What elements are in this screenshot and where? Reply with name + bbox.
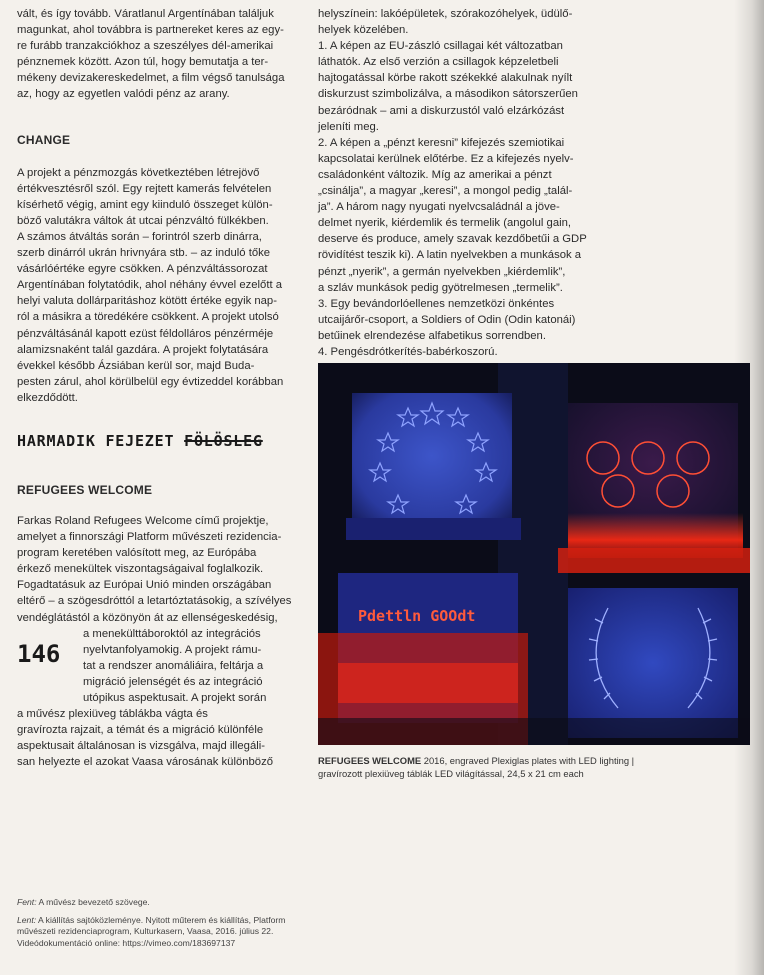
caption-text: 2016, engraved Plexiglas plates with LED lighting | gravírozott plexiüveg táblák LED világítással, 24,5 x 21 cm each	[318, 755, 635, 779]
engraved-plate-text: Pdettln GOOdt	[358, 607, 476, 625]
note-fent-label: Fent:	[17, 897, 37, 907]
intro-paragraph: vált, és így tovább. Váratlanul Argentínában találjuk magunkat, ahol továbbra is partnereket keres az egy- re furább tranzakciókhoz a szeszélyes dél-amerikai pénznemek között. Azon túl, hogy bemutatja a ter- mékeny devizakereskedelmet, a film végső tanulsága az, hogy az egyetlen valódi pénz az arany.	[17, 8, 285, 101]
footnotes	[17, 897, 317, 955]
chapter-title-text: HARMADIK FEJEZET	[17, 432, 185, 450]
right-column	[318, 6, 624, 360]
note-lent-text: A kiállítás sajtóközleménye. Nyitott műterem és kiállítás, Platform művészeti rezidenciaprogram, Kulturkasern, Vaasa, 2016. július 22. Videódokumentáció online: https://vimeo.com/183697137	[17, 914, 286, 948]
note-fent	[17, 897, 317, 909]
change-heading: CHANGE	[17, 132, 71, 147]
artwork-illustration	[318, 363, 750, 745]
note-lent	[17, 915, 317, 950]
chapter-title	[17, 432, 263, 450]
page-number: 146	[17, 640, 61, 668]
refugees-section	[17, 483, 303, 771]
note-lent-label: Lent:	[17, 914, 37, 925]
artwork-photo	[318, 363, 750, 745]
note-fent-text: A művész bevezető szövege.	[36, 897, 150, 907]
left-column	[17, 6, 303, 406]
eu-stars-plate	[352, 393, 512, 533]
refugees-heading: REFUGEES WELCOME	[17, 483, 153, 497]
refugees-paragraph-indent: a menekülttáboroktól az integrációs nyelvtanfolyamokig. A projekt rámu- tat a rendszer anomáliáira, feltárja a migráció jelenségét és az integráció utópikus aspektusait. A projekt során	[83, 627, 267, 705]
refugees-paragraph-full: Farkas Roland Refugees Welcome című projektje, amelyet a finnországi Platform művészeti rezidencia- program keretében valósított meg, az Európába érkező menekültek viszontagságaival foglalkozik. Fogadtatásuk az Európai Unió minden országában eltérő – a szögesdróttól a letartóztatásokig, a szívélyes vendéglátástól a közönyön át az ellenségeskedésig,	[17, 515, 292, 624]
right-column-paragraph: helyszínein: lakóépületek, szórakozóhelyek, üdülő- helyek közelében. 1. A képen az EU-zászló csillagai két változatban láthatók. Az első verzión a csillagok képzeletbeli hajtogatással körbe rakott székekké alakulnak nyílt diskurzust szimbolizálva, a másodikon sátorszerűen bezáródnak – ami a diskurzustól való elzárkózást jeleníti meg. 2. A képen a „pénzt keresni” kifejezés szemiotikai kapcsolatai kerülnek előtérbe. Ez a kifejezés nyelv- családonként változik. Míg az amerikai a pénzt „csinálja”, a magyar „keresi”, a mongol pedig „talál- ja”. A három nagy nyugati nyelvcsaládnál a jöve- delmet nyerik, kiérdemlik és termelik (angolul gain, deserve és produce, amely szavak kezdőbetűi a GDP rövidítést teszik ki). A latin nyelvekben a munkások a pénzt „nyerik”, a germán nyelvekben „kiérdemlik”, a szláv munkások pedig gyötrelmesen „termelik”. 3. Egy bevándorlóellenes nemzetközi önkéntes utcaijárőr-csoport, a Soldiers of Odin (Odin katonái) betűinek elrendezése alfabetikus sorrendben. 4. Pengésdrótkerítés-babérkoszorú.	[318, 8, 587, 358]
photo-caption	[318, 755, 648, 780]
caption-title: REFUGEES WELCOME	[318, 755, 422, 766]
laurel-plate	[568, 588, 738, 738]
chapter-title-struck: FÖLÖSLEG	[184, 432, 263, 450]
refugees-paragraph-tail: a művész plexiüveg táblákba vágta és gravírozta rajzait, a témát és a migráció különféle aspektusait általánosan is vizsgálva, majd illegáli- san helyezte el azokat Vaasa városának különböző	[17, 708, 274, 769]
change-paragraph: A projekt a pénzmozgás következtében létrejövő értékvesztésről szól. Egy rejtett kamerás felvételen kísérhető végig, amint egy kiinduló összeget külön- böző valutákra váltok át utcai pénzváltó fülkékben. A számos átváltás során – forintról szerb dinárra, szerb dinárról ukrán hrivnyára stb. – az induló tőke vásárlóértéke egyre csökken. A pénzváltássorozat Argentínában folytatódik, ahol néhány évvel ezelőtt a helyi valuta dollárparitáshoz kötött értéke egyik nap- ról a másikra a töredékére csökkent. A projekt utolsó pénzváltásánál kapott ezüst féldolláros pénzérméje alamizsnaként talál gazdára. A projekt folytatására évekkel később Ázsiában kerül sor, majd Buda- pesten zárul, ahol körülbelül egy évtizeddel korábban elkezdődött.	[17, 166, 284, 404]
